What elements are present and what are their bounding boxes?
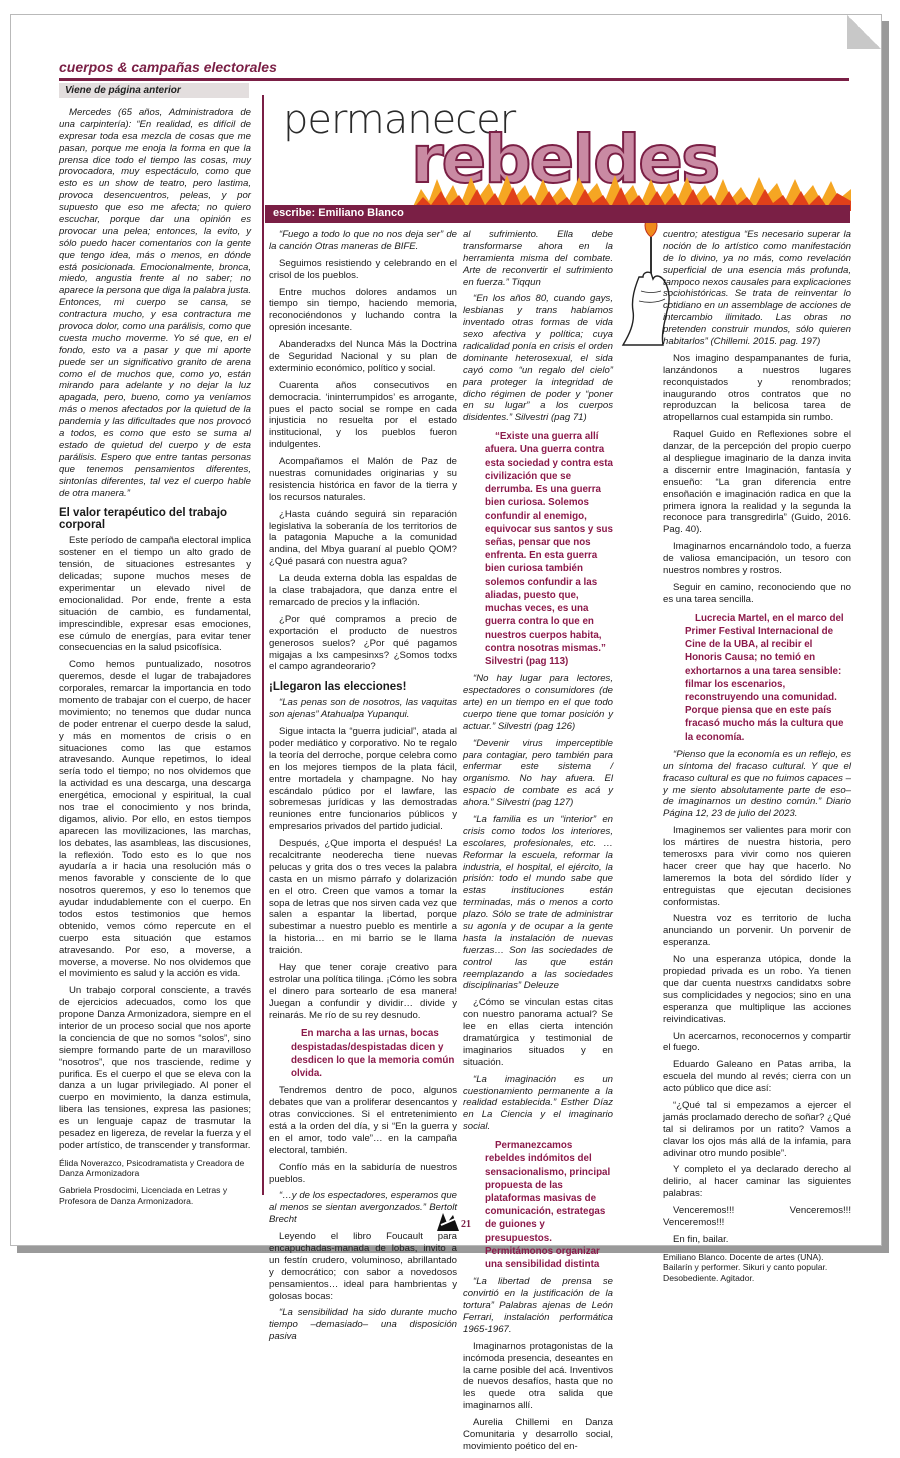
paragraph: La deuda externa dobla las espaldas de la clase trabajadora, que danza entre el remarcado de precios y la inflación. (269, 573, 457, 608)
paragraph: Venceremos!!! Venceremos!!! Venceremos!!! (663, 1205, 851, 1228)
paragraph: Después, ¿Que importa el después! La recalcitrante neoderecha tiene nuevas pelucas y grita dos o tres veces la palabra casta en un mismo párrafo y dolarización en el otro. Creen que vamos a tomar la sopa de letras que nos sirven cada vez que salen a espantar la libertad, porque subestimar a nuestro pueblo es mentirle a la historia… en mi barrio se le llama traición. (269, 838, 457, 957)
paragraph: Aurelia Chillemi en Danza Comunitaria y desarrollo social, movimiento poético del en- (463, 1417, 613, 1452)
paragraph: Y completo el ya declarado derecho al delirio, al hacer caminar las siguientes palabras: (663, 1164, 851, 1200)
paragraph: “La sensibilidad ha sido durante mucho tiempo –demasiado– una disposición pasiva (269, 1307, 457, 1343)
paragraph: Acompañamos el Malón de Paz de nuestras comunidades originarias y su resistencia histórica en favor de la tierra y los recursos naturales. (269, 456, 457, 503)
title-bold: rebeldes (411, 121, 719, 198)
column-2 (269, 229, 457, 1348)
paragraph: Tendremos dentro de poco, algunos debates que van a proliferar desencantos y otras convicciones. Si el entretenimiento está a la orden del día, y si “En la guerra y en el amor, todo vale”… en la campaña electoral, también. (269, 1085, 457, 1156)
paragraph: “La libertad de prensa se convirtió en la justificación de la tortura” Palabras ajenas de León Ferrari, instalación performática 1965-1967. (463, 1276, 613, 1335)
author-credit: Élida Noverazco, Psicodramatista y Creadora de Danza Armonizadora (59, 1157, 245, 1179)
paragraph: Entre muchos dolores andamos un tiempo sin tiempo, haciendo memoria, reconociéndonos y luchando contra la opresión incesante. (269, 286, 457, 334)
pull-quote: Permanezcamos rebeldes indómitos del sensacionalismo, principal propuesta de las plataformas masivas de comunicación, estrategas de guiones y presupuestos. Permitámonos organizar una sensibilidad distinta (485, 1140, 611, 1271)
page-fold (847, 15, 881, 49)
paragraph: “Las penas son de nosotros, las vaquitas son ajenas” Atahualpa Yupanqui. (269, 697, 457, 721)
column-1 (59, 107, 251, 1211)
paragraph: “La imaginación es un cuestionamiento permanente a la realidad establecida.” Esther Díaz en La Ciencia y el imaginario social. (463, 1073, 613, 1133)
subheading-therapeutic: El valor terapéutico del trabajo corporal (59, 507, 228, 532)
paragraph: Nos imagino despampanantes de furia, lanzándonos a nuestros lugares reconquistados y renombrados; inaugurando otros contratos que no reproduzcan la belicosa tarea de atropellarnos cual estampida sin rumbo. (663, 352, 851, 424)
paragraph: “La familia es un “interior” en crisis como todos los interiores, escolares, profesionales, etc. … Reformar la escuela, reformar la industria, el hospital, el ejército, la prisión: todo el mundo sabe que estas instituciones están terminadas, más o menos a corto plazo. Sólo se trate de administrar su agonía y de ocupar a la gente hasta la instalación de nuevas fuerzas… Son las sociedades de control las que están reemplazando a las sociedades disciplinarias” Deleuze (463, 813, 613, 992)
paragraph: Como hemos puntualizado, nosotros queremos, desde el lugar de trabajadores corporales, remarcar la importancia en todo momento de trabajar con el cuerpo, de hacer movimiento; no tenemos que dudar nunca de poder entrenar el cuerpo desde la salud, y más en momentos de crisis o en situaciones como las que estamos atravesando. Aunque repetimos, lo ideal sería todo el tiempo; no nos olvidemos que la actividad es una descarga, una descarga energética, emocional y espiritual, la cual nos trae el conocimiento y nos brinda, digamos, alivio. Por ello, en estos tiempos aparecen las movilizaciones, las marchas, los debates, las asambleas, las discusiones, la reflexión. Todo esto es lo que nos ayudaría a ir hacia una resolución más o menos favorable y consciente de lo que nosotros queremos, y eso lo tenemos que ayudar indudablemente con el cuerpo. En todos estos testimonios que hemos obtenido, vemos cómo repercute en el cuerpo esta situación que estamos atravesando. Por eso, a moverse, a moverse, a moverse. No nos olvidemos que el movimiento es salud y la acción es vida. (59, 659, 251, 980)
testimony-mercedes: Mercedes (65 años, Administradora de una carpintería): “En realidad, es difícil de expresar toda esa mezcla de cosas que me pasan, porque me enoja la forma en que la prensa dice todo el tiempo las cosas, muy provocadora, muy espectáculo, como que esto es un show de teatro, pero lastima, provoca desencuentros, peleas, y por supuesto que eso me afecta; no quiero escuchar, porque dar una opinión es provocar una pelea; entonces, la evito, y sólo puedo hacer comentarios con la gente que tengo idea, más o menos, en dónde está posicionada. Emocionalmente, bronca, miedo, angustia frente al no saber; no aparece la persona que diga la palabra justa. Entonces, mi cuerpo se cansa, se contractura mucho, y esa contractura me provoca dolor, como una parálisis, como que cuesta mucho moverme. Yo sé que, en el fondo, esto va a pasar y que mi aporte puede ser un significativo granito de arena como el de muchos que, como yo, están mirando para adelante y no dejar la luz apagada, pero, bueno, como ya veníamos más o menos afectados por la quietud de la pandemia y las dificultades que nos provocó a todos, es como que esto se suma al estado de quietud del cuerpo y de esta parálisis. Espero que entre tantas personas que tenemos pensamientos diferentes, sintonías diferentes, tal vez el cuerpo hable de otra manera.” (59, 107, 252, 499)
paragraph: En fin, bailar. (673, 1233, 729, 1245)
pull-quote: Lucrecia Martel, en el marco del Primer Festival Internacional de Cine de la UBA, al recibir el Honoris Causa; no temió en exhortarnos a una tarea sensible: filmar los escenarios, reconstruyendo una comunidad. Porque piensa que en este país fracasó mucho más la cultura que la economía. (685, 612, 844, 743)
paragraph: Eduardo Galeano en Patas arriba, la escuela del mundo al revés; cierra con un acto público que dice así: (663, 1059, 851, 1095)
pull-quote: “Existe una guerra allí afuera. Una guerra contra esta sociedad y contra esta civilización que se derrumba. Es una guerra bien curiosa. Solemos confundir al enemigo, equivocar sus santos y sus señas, pensar que nos enfrenta. En esta guerra bien curiosa también solemos confundir a las aliadas, puesto que, muchas veces, es una guerra contra lo que en nuestros cuerpos habita, contra nosotras mismas.” Silvestri (pag 113) (485, 431, 613, 667)
paragraph: “Pienso que la economía es un reflejo, es un síntoma del fracaso cultural. Y que el fracaso cultural es que no fuimos capaces – y me siento absolutamente parte de eso– de imaginarnos un destino común.” Diario Página 12, 23 de julio del 2023. (663, 748, 851, 820)
title-light: permanecer (283, 97, 516, 143)
pull-quote: En marcha a las urnas, bocas despistadas/despistadas dicen y desdicen lo que la memoria común olvida. (291, 1028, 455, 1080)
paragraph: Confío más en la sabiduría de nuestros pueblos. (269, 1161, 457, 1185)
paragraph: “Fuego a todo lo que no nos deja ser” de la canción Otras maneras de BIFE. (269, 229, 457, 252)
page-number: 21 (461, 1219, 471, 1230)
paragraph: al sufrimiento. Ella debe transformarse ahora en la herramienta misma del combate. Arte de reconvertir el sufrimiento en fuerza.” Tiqqun (463, 229, 613, 288)
paragraph: Un acercarnos, reconocernos y compartir el fuego. (663, 1030, 851, 1054)
paragraph: Sigue intacta la “guerra judicial”, atada al poder mediático y corporativo. No te regalo la teoría del derroche, porque celebra como en los mejores tiempos de la plata fácil, entre mortadela y champagne. No hay escándalo púdico por el lawfare, las sobremesas jurídicas y las demostradas reuniones entre funcionarios públicos y empresarios privados del partido judicial. (269, 726, 457, 833)
column-4 (663, 229, 851, 1289)
paragraph: cuentro; atestigua “Es necesario superar la noción de lo artístico como manifestación de lo divino, ya no más, como revelación superficial de una esencia más profunda, tampoco nexos causales para explicaciones sociohistóricas. Se trata de reinventar lo cotidiano en un assemblage de acciones de intercambio ilimitado. Las obras no pretenden construir mundos, sólo quieren habitarlos” (Chillemi. 2015. pag. 197) (663, 229, 851, 348)
paragraph: Imaginemos ser valientes para morir con los mártires de nuestra historia, pero temerosxs para vivir como nos quieren hacer creer que hay que hacerlo. No lameremos la bota del sórdido líder y entreguistas que ejecutan decisiones conformistas. (663, 825, 851, 908)
paragraph: Hay que tener coraje creativo para estrolar una política tilinga. ¡Cómo les sobra el dinero para sortearlo de esa manera! Juegan a confundir y dividir… divide y reinarás. Me río de su rey desnudo. (269, 961, 457, 1021)
paragraph: “No hay lugar para lectores, espectadores o consumidores (de arte) en un tiempo en el que todo cuerpo tiene que tomar posición y actuar.” Silvestri (pag 126) (463, 673, 613, 732)
paragraph: Abanderadxs del Nunca Más la Doctrina de Seguridad Nacional y su plan de exterminio económico, político y social. (269, 339, 457, 374)
magazine-logo-icon (435, 1211, 461, 1233)
paragraph: Imaginarnos protagonistas de la incómoda presencia, deseantes en la carne posible del acá. Inventivos de nuevos desafíos, hasta que no les quede otra salida que imaginarnos allí. (463, 1340, 613, 1412)
paragraph: Un trabajo corporal consciente, a través de ejercicios adecuados, como los que propone Danza Armonizadora, siempre en el interior de un proceso social que nos aporte la conciencia de que no somos “solos”, sino siempre formando parte de un maravilloso “nosotros”, que nos trasciende, redime y purifica. Es el cuerpo el que se eleva con la danza a un lugar privilegiado. Al poner el cuerpo en movimiento, la danza estimula, libera las tensiones, expresa las pasiones; es un lenguaje capaz de trasmutar la pesadez en ligereza, de revelar la fuerza y el poder artístico, de transcender y transformar. (59, 985, 251, 1151)
paragraph: ¿Cómo se vinculan estas citas con nuestro panorama actual? Se lee en ellas cierta intención dramatúrgica y testimonial de imaginarios situados y en situación. (463, 997, 613, 1068)
subheading-elections: ¡Llegaron las elecciones! (269, 681, 407, 694)
paragraph: ¿Por qué compramos a precio de exportación el producto de nuestros generosos suelos? ¿Por qué pagamos migajas a lxs campesinxs? ¿Somos todxs el campo agrandeorario? (269, 613, 457, 673)
column-3 (463, 229, 613, 1458)
article-title (261, 93, 861, 213)
paragraph: No una esperanza utópica, donde la propiedad privada es un robo. Ya tienen que dar cuenta nuestrxs candidatxs sobre sus complicidades y negocios; sino en una esperanza que multiplique las acciones reivindicativas. (663, 954, 851, 1025)
section-header: cuerpos & campañas electorales (59, 59, 849, 81)
continued-label: Viene de página anterior (59, 83, 249, 98)
paragraph: Este período de campaña electoral implica sostener en el tiempo un alto grado de tensión, de situaciones estresantes y delicadas; supone muchos meses de experimentar un elevado nivel de emocionalidad. Por ende, frente a esta situación de cambio, es fundamental, imprescindible, expresar esas emociones, ese cúmulo de energías, para evitar tener consecuencias en la salud psicofísica. (59, 535, 251, 654)
paragraph: “…y de los espectadores, esperamos que al menos se sientan avergonzados.” Bertolt Brecht (269, 1190, 457, 1226)
paragraph: “¿Qué tal si empezamos a ejercer el jamás proclamado derecho de soñar? ¿Qué tal si deliramos por un ratito? Vamos a clavar los ojos más allá de la infamia, para adivinar otro mundo posible”. (663, 1099, 851, 1159)
paragraph: Nuestra voz es territorio de lucha anunciando un porvenir. Un porvenir de esperanza. (663, 913, 851, 949)
column-divider (262, 95, 264, 1195)
paragraph: “Devenir virus imperceptible para contagiar, pero también para enfermar este sistema / organismo. No hay afuera. El espacio de combate es acá y ahora.” Silvestri (pag 127) (463, 737, 613, 809)
paragraph: ¿Hasta cuándo seguirá sin reparación legislativa la soberanía de los territorios de la patagonia Mapuche a la comunidad andina, del Mbya guaraní al pueblo QOM? ¿Qué pasará con nuestra agua? (269, 508, 457, 568)
paragraph: Imaginarnos encarnándolo todo, a fuerza de valiosa emancipación, un tesoro con nuestros nombres y rostros. (663, 541, 851, 577)
author-credit: Emiliano Blanco. Docente de artes (UNA). Bailarín y performer. Sikuri y canto popular. Desobediente. Agitador. (663, 1251, 828, 1284)
paragraph: Seguimos resistiendo y celebrando en el crisol de los pueblos. (269, 257, 457, 281)
paragraph: Seguir en camino, reconociendo que no es una tarea sencilla. (663, 581, 851, 605)
author-credit: Gabriela Prosdocimi, Licenciada en Letras y Profesora de Danza Armonizadora. (59, 1185, 228, 1206)
article-byline: escribe: Emiliano Blanco (265, 205, 850, 223)
paragraph: Cuarenta años consecutivos en democracia. ‘ininterrumpidos’ es arrogante, pues el pacto social se rompe en cada injusticia no resuelta por el estado institucional, y los pueblos fueron indulgentes. (269, 379, 457, 451)
paragraph: “En los años 80, cuando gays, lesbianas y trans habíamos inventado otras formas de vida sexo afectiva y política; cuya radicalidad ponía en crisis el orden dominante heterosexual, el sida cayó como “un regalo del cielo” para proteger la integridad de dicho régimen de poder y “poner en su lugar” a los cuerpos disidentes.” Silvestri (pag 71) (463, 293, 613, 424)
paragraph: Raquel Guido en Reflexiones sobre el danzar, de la percepción del propio cuerpo al despliegue imaginario de la danza invita a discernir entre Imaginación, fantasía y ensueño: “La gran diferencia entre ensoñación e imaginación radica en que la primera ignora la realidad y la segunda la reconoce para transgredirla” (Guido, 2016. Pag. 40). (663, 429, 851, 536)
paragraph: Leyendo el libro Foucault para encapuchadas-manada de lobas, invito a un festín crudero, voluminoso, abrillantado y democrático; con sabor a novedosos pensamientos… ideal para hambrientas y golosas bocas: (269, 1231, 457, 1302)
magazine-page (10, 14, 882, 1452)
